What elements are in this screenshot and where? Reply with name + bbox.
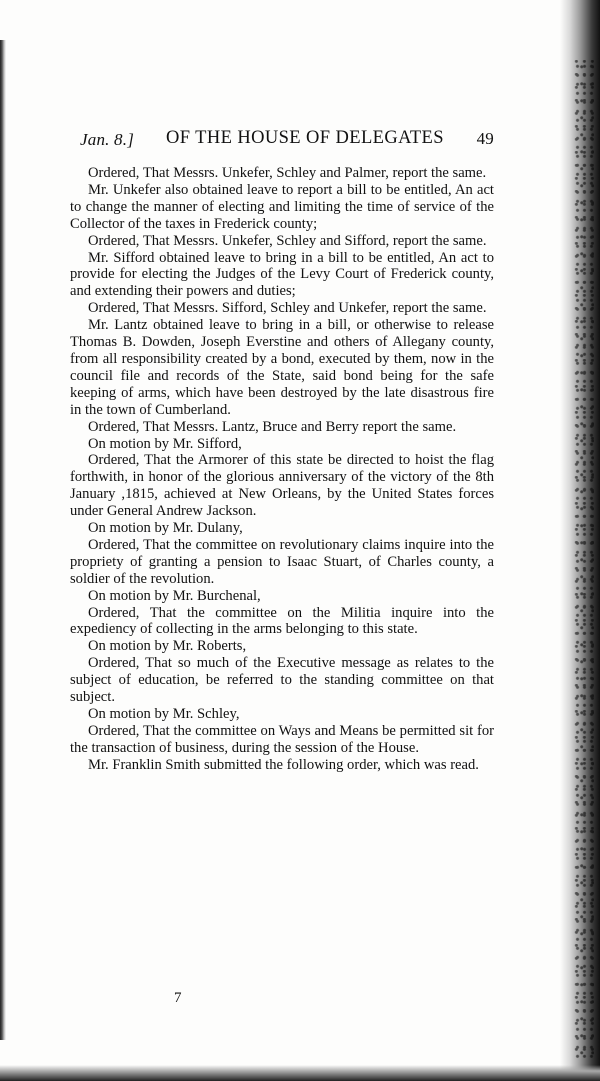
paragraph: Mr. Unkefer also obtained leave to report a bill to be entitled, An act to change the manner of electing and limiting the time of service of the Collector of the taxes in Frederick county; (70, 181, 494, 232)
paragraph: Mr. Sifford obtained leave to bring in a bill to be entitled, An act to provide for electing the Judges of the Levy Court of Frederick county, and extending their powers and duties; (70, 249, 494, 300)
paragraph: Ordered, That so much of the Executive message as relates to the subject of education, be referred to the standing committee on that subject. (70, 655, 494, 706)
paragraph: Mr. Lantz obtained leave to bring in a bill, or otherwise to release Thomas B. Dowden, Joseph Everstine and others of Allegany county, from all responsibility created by a bond, executed by them, now in the council file and records of the State, said bond being for the safe keeping of arms, which have been destroyed by the late disastrous fire in the town of Cumberland. (70, 317, 494, 418)
paragraph: Ordered, That Messrs. Sifford, Schley and Unkefer, report the same. (88, 300, 487, 317)
running-header (80, 128, 494, 154)
paragraph: On motion by Mr. Schley, (88, 706, 240, 722)
paragraph: Ordered, That the Armorer of this state be directed to hoist the flag forthwith, in honor of the glorious anniversary of the victory of the 8th January ,1815, achieved at New Orleans, by the United States forces under General Andrew Jackson. (70, 452, 494, 520)
page-body (70, 165, 494, 774)
paragraph: Ordered, That Messrs. Unkefer, Schley and Palmer, report the same. (88, 165, 487, 181)
signature-mark: 7 (174, 990, 182, 1006)
scan-edge-speckle (574, 60, 594, 1060)
paragraph: On motion by Mr. Roberts, (88, 638, 247, 655)
paragraph: Ordered, That Messrs. Lantz, Bruce and Berry report the same. (88, 418, 457, 435)
paragraph: On motion by Mr. Dulany, (88, 520, 243, 537)
paragraph: On motion by Mr. Burchenal, (88, 587, 261, 604)
paragraph: Ordered, That the committee on revolutionary claims inquire into the propriety of granting a pension to Isaac Stuart, of Charles county, a soldier of the revolution. (70, 536, 494, 587)
paragraph: Ordered, That Messrs. Unkefer, Schley and Sifford, report the same. (88, 232, 487, 249)
scan-edge-bottom (0, 1065, 600, 1081)
page-number: 49 (476, 129, 494, 148)
paragraph: Ordered, That the committee on Ways and Means be permitted sit for the transaction of business, during the session of the House. (70, 722, 494, 756)
header-date: Jan. 8.] (80, 130, 135, 149)
header-title: OF THE HOUSE OF DELEGATES (166, 128, 444, 148)
scan-edge-left (0, 40, 6, 1040)
paragraph: Mr. Franklin Smith submitted the following order, which was read. (88, 756, 479, 773)
paragraph: On motion by Mr. Sifford, (88, 435, 242, 452)
paragraph: Ordered, That the committee on the Militia inquire into the expediency of collecting in the arms belonging to this state. (70, 604, 494, 638)
